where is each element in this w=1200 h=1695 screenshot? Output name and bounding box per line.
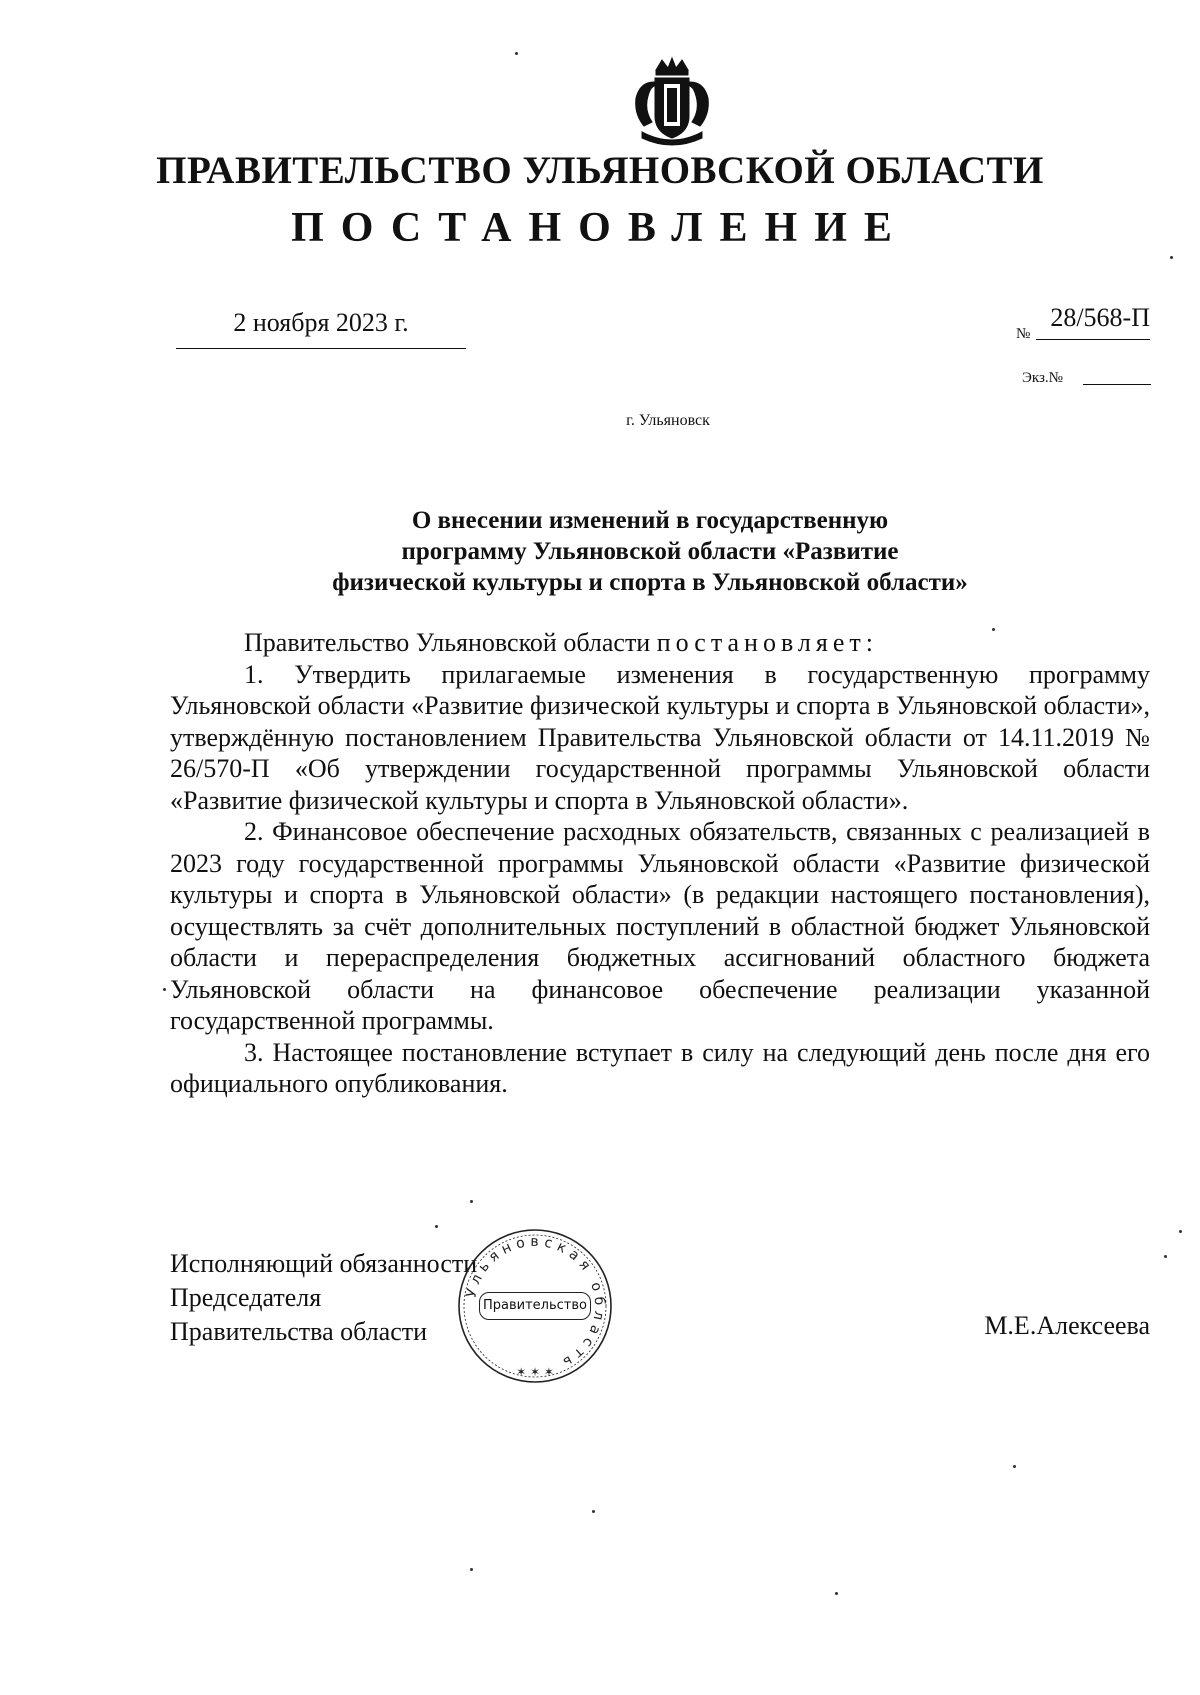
organization-heading: ПРАВИТЕЛЬСТВО УЛЬЯНОВСКОЙ ОБЛАСТИ	[156, 149, 1044, 192]
copy-number-label: Экз.№	[1022, 370, 1063, 386]
title-line: О внесении изменений в государственную	[411, 507, 889, 534]
scan-speck	[992, 628, 995, 631]
title-line: физической культуры и спорта в Ульяновской области»	[332, 569, 968, 596]
seal-center-label: Правительство	[479, 1292, 591, 1320]
body-item-1: 1. Утвердить прилагаемые изменения в государственную программу Ульяновской области «Развитие физической культуры и спорта в Ульяновской области», утверждённую постановлением Правительства Ульяновской области от 14.11.2019 № 26/570-П «Об утверждении государственной программы Ульяновской области «Развитие физической культуры и спорта в Ульяновской области».	[170, 659, 1150, 815]
scan-speck	[435, 1225, 438, 1228]
document-date: 2 ноября 2023 г.	[176, 308, 466, 349]
document-title	[230, 505, 1070, 598]
official-seal	[455, 1226, 615, 1386]
scan-speck	[592, 1510, 595, 1513]
scan-speck	[515, 52, 518, 55]
signatory-title-line: Исполняющий обязанности	[170, 1249, 478, 1278]
copy-number-line	[1083, 384, 1151, 385]
scan-speck	[163, 988, 166, 991]
scan-speck	[1164, 1255, 1167, 1258]
title-line: программу Ульяновской области «Развитие	[401, 538, 899, 565]
signatory-name: М.Е.Алексеева	[984, 1311, 1150, 1340]
signatory-title-line: Председателя	[170, 1283, 322, 1312]
seal-ring-text: Ульяновская область	[463, 1233, 608, 1373]
preamble	[170, 627, 1150, 659]
scan-speck	[1013, 1465, 1016, 1468]
document-number: 28/568-П	[1036, 303, 1150, 340]
document-body	[170, 627, 1150, 1100]
preamble-prefix: Правительство Ульяновской области	[244, 628, 651, 657]
number-sign: №	[1016, 326, 1031, 342]
body-item-2: 2. Финансовое обеспечение расходных обязательств, связанных с реализацией в 2023 году государственной программы Ульяновской области «Развитие физической культуры и спорта в Ульяновской области» (в редакции настоящего постановления), осуществлять за счёт дополнительных поступлений в областной бюджет Ульяновской области и перераспределения бюджетных ассигнований областного бюджета Ульяновской области на финансовое обеспечение реализации указанной государственной программы.	[170, 817, 1150, 1035]
svg-text:✶ ✶ ✶: ✶ ✶ ✶	[516, 1365, 554, 1379]
city-label: г. Ульяновск	[626, 412, 710, 429]
document-type-heading: ПОСТАНОВЛЕНИЕ	[291, 205, 909, 251]
coat-of-arms-emblem	[622, 52, 722, 152]
scan-speck	[470, 1568, 473, 1571]
scan-speck	[470, 1200, 473, 1203]
body-item-3: 3. Настоящее постановление вступает в силу на следующий день после дня его официального опубликования.	[170, 1037, 1150, 1098]
scan-speck	[1179, 1230, 1182, 1233]
scan-speck	[1170, 256, 1173, 259]
preamble-verb: постановляет:	[656, 628, 878, 657]
signatory-title-line: Правительства области	[170, 1317, 428, 1346]
scan-speck	[835, 1592, 838, 1595]
